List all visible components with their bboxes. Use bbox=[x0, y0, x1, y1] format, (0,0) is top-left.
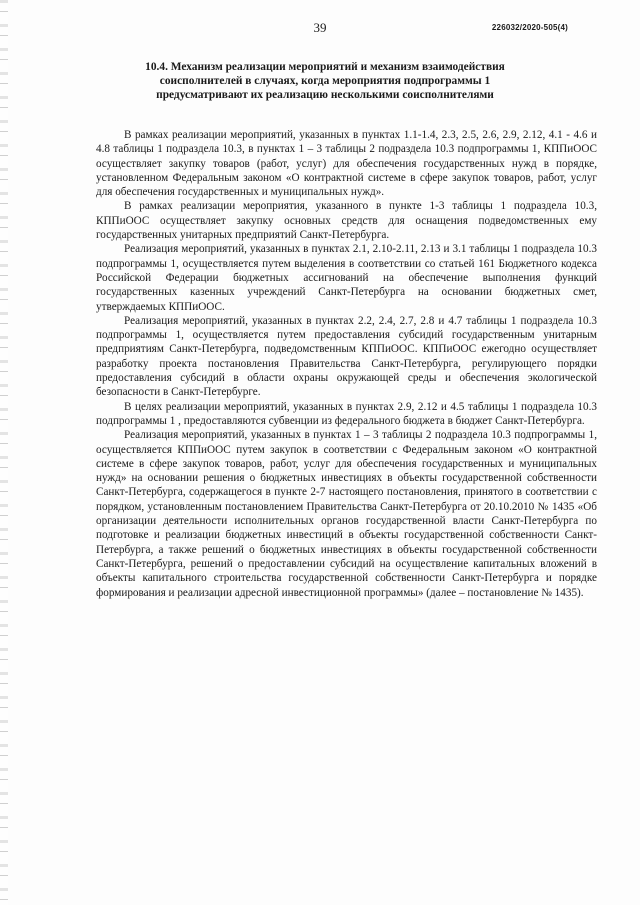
page-number: 39 bbox=[313, 20, 327, 35]
paragraph: Реализация мероприятий, указанных в пунктах 2.1, 2.10-2.11, 2.13 и 3.1 таблицы 1 подраздела 10.3 подпрограммы 1, осуществляется путем выделения в соответствии со статьей 161 Бюджетного кодекса Российской Федерации бюджетных ассигнований на обеспечение выполнения функций государственных казенных учреждений Санкт-Петербурга на основании бюджетных смет, утверждаемых КППиООС. bbox=[96, 243, 597, 313]
section-title: 10.4. Механизм реализации мероприятий и механизм взаимодействия соисполнителей в случаях, когда мероприятия подпрограммы 1 предусматривают их реализацию несколькими соисполнителями bbox=[145, 61, 505, 102]
paragraph: В рамках реализации мероприятий, указанных в пунктах 1.1-1.4, 2.3, 2.5, 2.6, 2.9, 2.12, 4.1 - 4.6 и 4.8 таблицы 1 подраздела 10.3, в пунктах 1 – 3 таблицы 2 подраздела 10.3 подпрограммы 1, КППиООС осуществляет закупку товаров (работ, услуг) для обеспечения государственных нужд в порядке, установленном Федеральным законом «О контрактной системе в сфере закупок товаров, работ, услуг для обеспечения государственных и муниципальных нужд». bbox=[96, 129, 597, 199]
paragraph: В целях реализации мероприятий, указанных в пунктах 2.9, 2.12 и 4.5 таблицы 1 подраздела 10.3 подпрограммы 1 , предоставляются субвенции из федерального бюджета в бюджет Санкт-Петербурга. bbox=[96, 400, 597, 427]
paragraph: Реализация мероприятий, указанных в пунктах 1 – 3 таблицы 2 подраздела 10.3 подпрограммы 1, осуществляется КППиООС путем закупок в соответствии с Федеральным законом «О контрактной системе в сфере закупок товаров, работ, услуг для обеспечения государственных и муниципальных нужд» на основании решения о бюджетных инвестициях в объекты государственной собственности Санкт-Петербурга, содержащегося в пункте 2-7 настоящего постановления, принятого в соответствии с порядком, установленным постановлением Правительства Санкт-Петербурга от 20.10.2010 № 1435 «Об организации деятельности исполнительных органов государственной власти Санкт-Петербурга по подготовке и реализации бюджетных инвестиций в объекты государственной собственности Санкт-Петербурга, а также решений о бюджетных инвестициях в объекты государственной собственности Санкт-Петербурга, решений о предоставлении субсидий на осуществление капитальных вложений в объекты капитального строительства государственной собственности Санкт-Петербурга и порядке формирования и реализации адресной инвестиционной программы» (далее – постановление № 1435). bbox=[96, 429, 597, 599]
paragraph: В рамках реализации мероприятия, указанного в пункте 1-3 таблицы 1 подраздела 10.3, КППиООС осуществляет закупку основных средств для оснащения подведомственных ему государственных унитарных предприятий Санкт-Петербурга. bbox=[96, 200, 597, 242]
scan-edge-artifact bbox=[0, 0, 8, 905]
paragraph: Реализация мероприятий, указанных в пунктах 2.2, 2.4, 2.7, 2.8 и 4.7 таблицы 1 подраздела 10.3 подпрограммы 1, осуществляется путем предоставления субсидий государственным унитарным предприятиям Санкт-Петербурга, подведомственным КППиООС. КППиООС ежегодно осуществляет разработку проекта постановления Правительства Санкт-Петербурга, регулирующего порядки предоставления субсидий в области охраны окружающей среды и обеспечения экологической безопасности в Санкт-Петербурге. bbox=[96, 314, 597, 399]
document-code: 226032/2020-505(4) bbox=[491, 23, 568, 32]
document-body bbox=[96, 128, 597, 600]
